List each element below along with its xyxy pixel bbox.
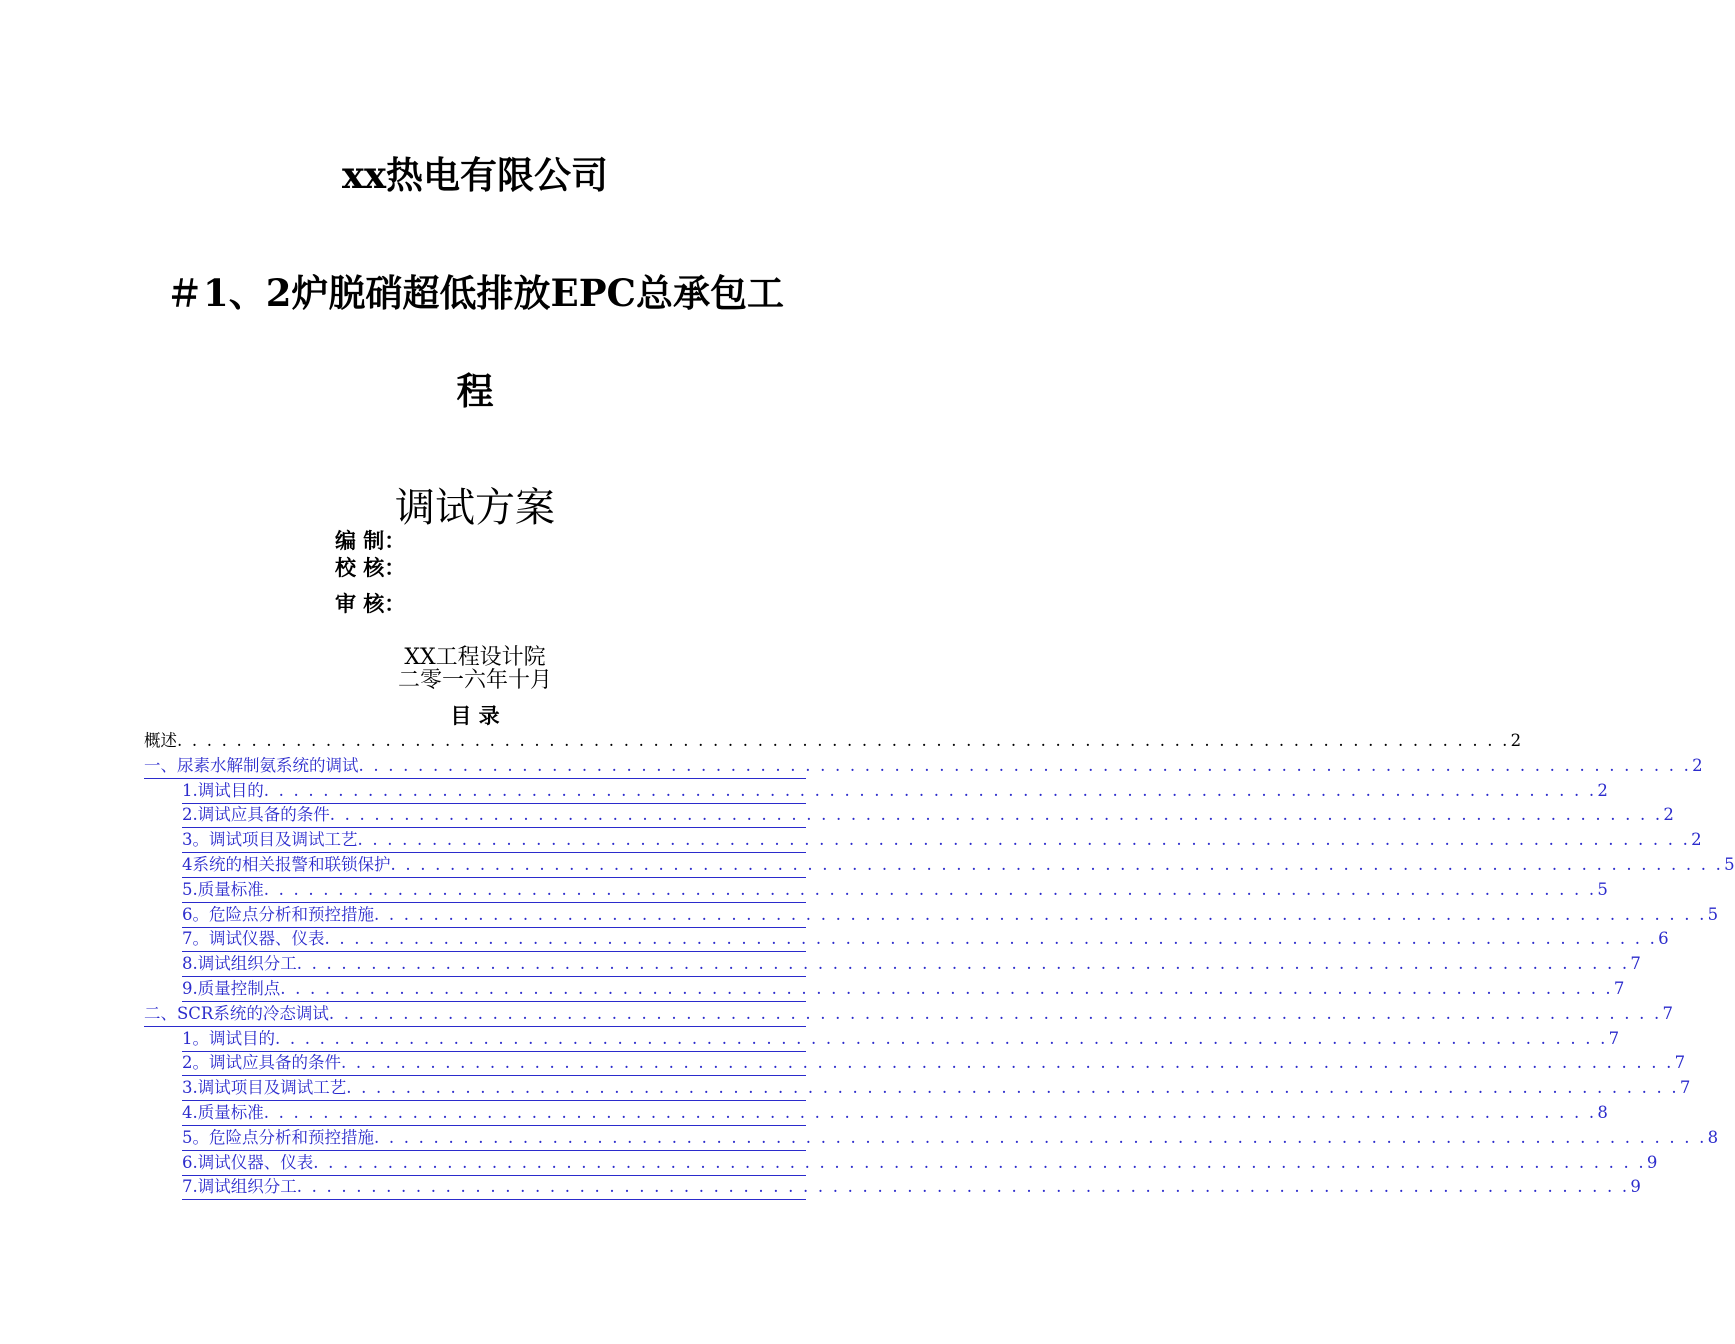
toc-entry[interactable]: [182, 1076, 1691, 1101]
toc-page-number: 8: [1597, 1103, 1608, 1122]
toc-dot-leader: . . . . . . . . . . . . . . . . . . . . . . . . . . . . . . . . . . . . . . . . . . . . . . . . . . . . . . . . . . . . . . . . . . . . . . . . . . . . . . . . . . . . . . . . . .: [341, 1053, 1674, 1073]
toc-page-number: 7: [1674, 1053, 1686, 1073]
toc-entry[interactable]: [182, 1175, 1641, 1200]
toc-entry: [144, 729, 1522, 753]
toc-entry[interactable]: [144, 1002, 1673, 1027]
toc-dot-leader: . . . . . . . . . . . . . . . . . . . . . . . . . . . . . . . . . . . . . . . . . . . . . . . . . . . . . . . . . . . . . . . . . . . . . . . . . . . . . . . . . . . . . . . . . .: [324, 929, 1658, 949]
toc-entry[interactable]: [182, 1126, 1719, 1151]
toc-dot-leader: . . . . . . . . . . . . . . . . . . . . . . . . . . . . . . . . . . . . . . . . . . . . . . . . . . . . . . . . . . . . . . . . . . . . . . . . . . . . . . . . . . . . . . . . . .: [357, 830, 1691, 850]
toc-page-number: 7: [1679, 1078, 1691, 1098]
toc-entry-text: 4.质量标准: [182, 1103, 264, 1122]
toc-entry[interactable]: [182, 1151, 1658, 1176]
toc-dot-leader: . . . . . . . . . . . . . . . . . . . . . . . . . . . . . . . . . . . . . . . . . . . . . . . . . . . . . . . . . . . . . . . . . . . . . . . . . . . . . . . . . . . . . . . . . .: [263, 879, 1597, 899]
toc-entry[interactable]: [182, 779, 1608, 804]
toc-entry[interactable]: [182, 927, 1669, 952]
toc-page-number: 2: [1663, 805, 1674, 825]
toc-entry[interactable]: [182, 903, 1719, 928]
toc-page-number: 7: [1608, 1028, 1620, 1048]
toc-entry-text: 4系统的相关报警和联锁保护: [182, 855, 391, 874]
toc-entry[interactable]: [182, 977, 1625, 1002]
company-name: xx热电有限公司: [341, 153, 609, 197]
toc-entry[interactable]: [144, 754, 1703, 779]
document-date: 二零一六年十月: [397, 668, 552, 693]
toc-dot-leader: . . . . . . . . . . . . . . . . . . . . . . . . . . . . . . . . . . . . . . . . . . . . . . . . . . . . . . . . . . . . . . . . . . . . . . . . . . . . . . . . . . . . . . . . . .: [263, 1103, 1597, 1122]
toc-dot-leader: . . . . . . . . . . . . . . . . . . . . . . . . . . . . . . . . . . . . . . . . . . . . . . . . . . . . . . . . . . . . . . . . . . . . . . . . . . . . . . . . . . . . . . . . . .: [390, 855, 1724, 874]
signoff-prepared-by: 编 制：: [335, 529, 406, 553]
toc-dot-leader: . . . . . . . . . . . . . . . . . . . . . . . . . . . . . . . . . . . . . . . . . . . . . . . . . . . . . . . . . . . . . . . . . . . . . . . . . . . . . . . . . . . . . . . . . .: [263, 780, 1597, 800]
toc-entry-text: 一、尿素水解制氨系统的调试: [144, 755, 359, 775]
toc-entry-text: 3.调试项目及调试工艺: [182, 1078, 347, 1098]
toc-entry-text: 概述: [144, 731, 177, 750]
toc-dot-leader: . . . . . . . . . . . . . . . . . . . . . . . . . . . . . . . . . . . . . . . . . . . . . . . . . . . . . . . . . . . . . . . . . . . . . . . . . . . . . . . . . . . . . . . . . .: [313, 1152, 1646, 1172]
toc-dot-leader: . . . . . . . . . . . . . . . . . . . . . . . . . . . . . . . . . . . . . . . . . . . . . . . . . . . . . . . . . . . . . . . . . . . . . . . . . . . . . . . . . . . . . . . . . .: [329, 805, 1663, 825]
toc-page-number: 9: [1630, 1177, 1641, 1197]
toc-entry-text: 二、SCR系统的冷态调试: [144, 1003, 329, 1023]
toc-entry-text: 5.质量标准: [182, 879, 264, 899]
toc-entry[interactable]: [182, 1101, 1608, 1126]
toc-entry[interactable]: [182, 828, 1702, 853]
toc-page-number: 2: [1692, 755, 1703, 775]
project-title-line-1: ＃1、2炉脱硝超低排放EPC总承包工: [166, 271, 784, 315]
project-title-line-2: 程: [456, 369, 494, 413]
toc-dot-leader: . . . . . . . . . . . . . . . . . . . . . . . . . . . . . . . . . . . . . . . . . . . . . . . . . . . . . . . . . . . . . . . . . . . . . . . . . . . . . . . . . . . . . . . . . .: [177, 731, 1510, 750]
toc-entry-text: 5。危险点分析和预控措施: [182, 1127, 374, 1147]
toc-entry[interactable]: [182, 853, 1735, 878]
toc-page-number: 5: [1724, 855, 1735, 874]
toc-entry-text: 7。调试仪器、仪表: [182, 929, 325, 949]
toc-dot-leader: . . . . . . . . . . . . . . . . . . . . . . . . . . . . . . . . . . . . . . . . . . . . . . . . . . . . . . . . . . . . . . . . . . . . . . . . . . . . . . . . . . . . . . . . . .: [275, 1028, 1608, 1048]
toc-entry-text: 9.质量控制点: [182, 979, 281, 998]
toc-page-number: 5: [1597, 879, 1608, 899]
toc-entry-text: 2。调试应具备的条件: [182, 1053, 341, 1073]
document-title: 调试方案: [395, 485, 555, 531]
toc-page-number: 6: [1658, 929, 1669, 949]
toc-dot-leader: . . . . . . . . . . . . . . . . . . . . . . . . . . . . . . . . . . . . . . . . . . . . . . . . . . . . . . . . . . . . . . . . . . . . . . . . . . . . . . . . . . . . . . . . . .: [374, 1127, 1707, 1147]
toc-page-number: 8: [1707, 1127, 1719, 1147]
toc-entry[interactable]: [182, 1027, 1620, 1052]
toc-entry-text: 8.调试组织分工: [182, 954, 297, 974]
toc-page-number: 5: [1707, 904, 1719, 924]
toc-page-number: 7: [1662, 1003, 1673, 1023]
toc-entry-text: 7.调试组织分工: [182, 1177, 297, 1197]
toc-dot-leader: . . . . . . . . . . . . . . . . . . . . . . . . . . . . . . . . . . . . . . . . . . . . . . . . . . . . . . . . . . . . . . . . . . . . . . . . . . . . . . . . . . . . . . . . . .: [374, 904, 1707, 924]
toc-page-number: 2: [1597, 780, 1608, 800]
toc-entry-text: 1.调试目的: [182, 780, 264, 800]
toc-page-number: 2: [1510, 731, 1522, 750]
toc-dot-leader: . . . . . . . . . . . . . . . . . . . . . . . . . . . . . . . . . . . . . . . . . . . . . . . . . . . . . . . . . . . . . . . . . . . . . . . . . . . . . . . . . . . . . . . . . .: [296, 1177, 1630, 1197]
toc-page-number: 2: [1691, 830, 1702, 850]
toc-entry-text: 1。调试目的: [182, 1028, 275, 1048]
toc-dot-leader: . . . . . . . . . . . . . . . . . . . . . . . . . . . . . . . . . . . . . . . . . . . . . . . . . . . . . . . . . . . . . . . . . . . . . . . . . . . . . . . . . . . . . . . . . .: [280, 979, 1613, 998]
toc-title: 目 录: [450, 704, 500, 728]
toc-entry-text: 3。调试项目及调试工艺: [182, 830, 358, 850]
toc-entry-text: 6.调试仪器、仪表: [182, 1152, 314, 1172]
toc-entry-text: 2.调试应具备的条件: [182, 805, 330, 825]
toc-dot-leader: . . . . . . . . . . . . . . . . . . . . . . . . . . . . . . . . . . . . . . . . . . . . . . . . . . . . . . . . . . . . . . . . . . . . . . . . . . . . . . . . . . . . . . . . . .: [358, 755, 1692, 775]
toc-dot-leader: . . . . . . . . . . . . . . . . . . . . . . . . . . . . . . . . . . . . . . . . . . . . . . . . . . . . . . . . . . . . . . . . . . . . . . . . . . . . . . . . . . . . . . . . . .: [328, 1003, 1662, 1023]
signoff-checked-by: 校 核：: [335, 556, 406, 580]
toc-entry[interactable]: [182, 878, 1608, 903]
toc-entry[interactable]: [182, 952, 1641, 977]
toc-entry[interactable]: [182, 1051, 1686, 1076]
toc-page-number: 7: [1613, 979, 1625, 998]
signoff-reviewed-by: 审 核：: [335, 592, 406, 616]
toc-dot-leader: . . . . . . . . . . . . . . . . . . . . . . . . . . . . . . . . . . . . . . . . . . . . . . . . . . . . . . . . . . . . . . . . . . . . . . . . . . . . . . . . . . . . . . . . . .: [346, 1078, 1679, 1098]
toc-dot-leader: . . . . . . . . . . . . . . . . . . . . . . . . . . . . . . . . . . . . . . . . . . . . . . . . . . . . . . . . . . . . . . . . . . . . . . . . . . . . . . . . . . . . . . . . . .: [296, 954, 1630, 974]
toc-entry-text: 6。危险点分析和预控措施: [182, 904, 374, 924]
toc-entry[interactable]: [182, 803, 1674, 828]
institute-name: XX工程设计院: [404, 645, 546, 670]
toc-page-number: 9: [1646, 1152, 1658, 1172]
toc-page-number: 7: [1630, 954, 1641, 974]
